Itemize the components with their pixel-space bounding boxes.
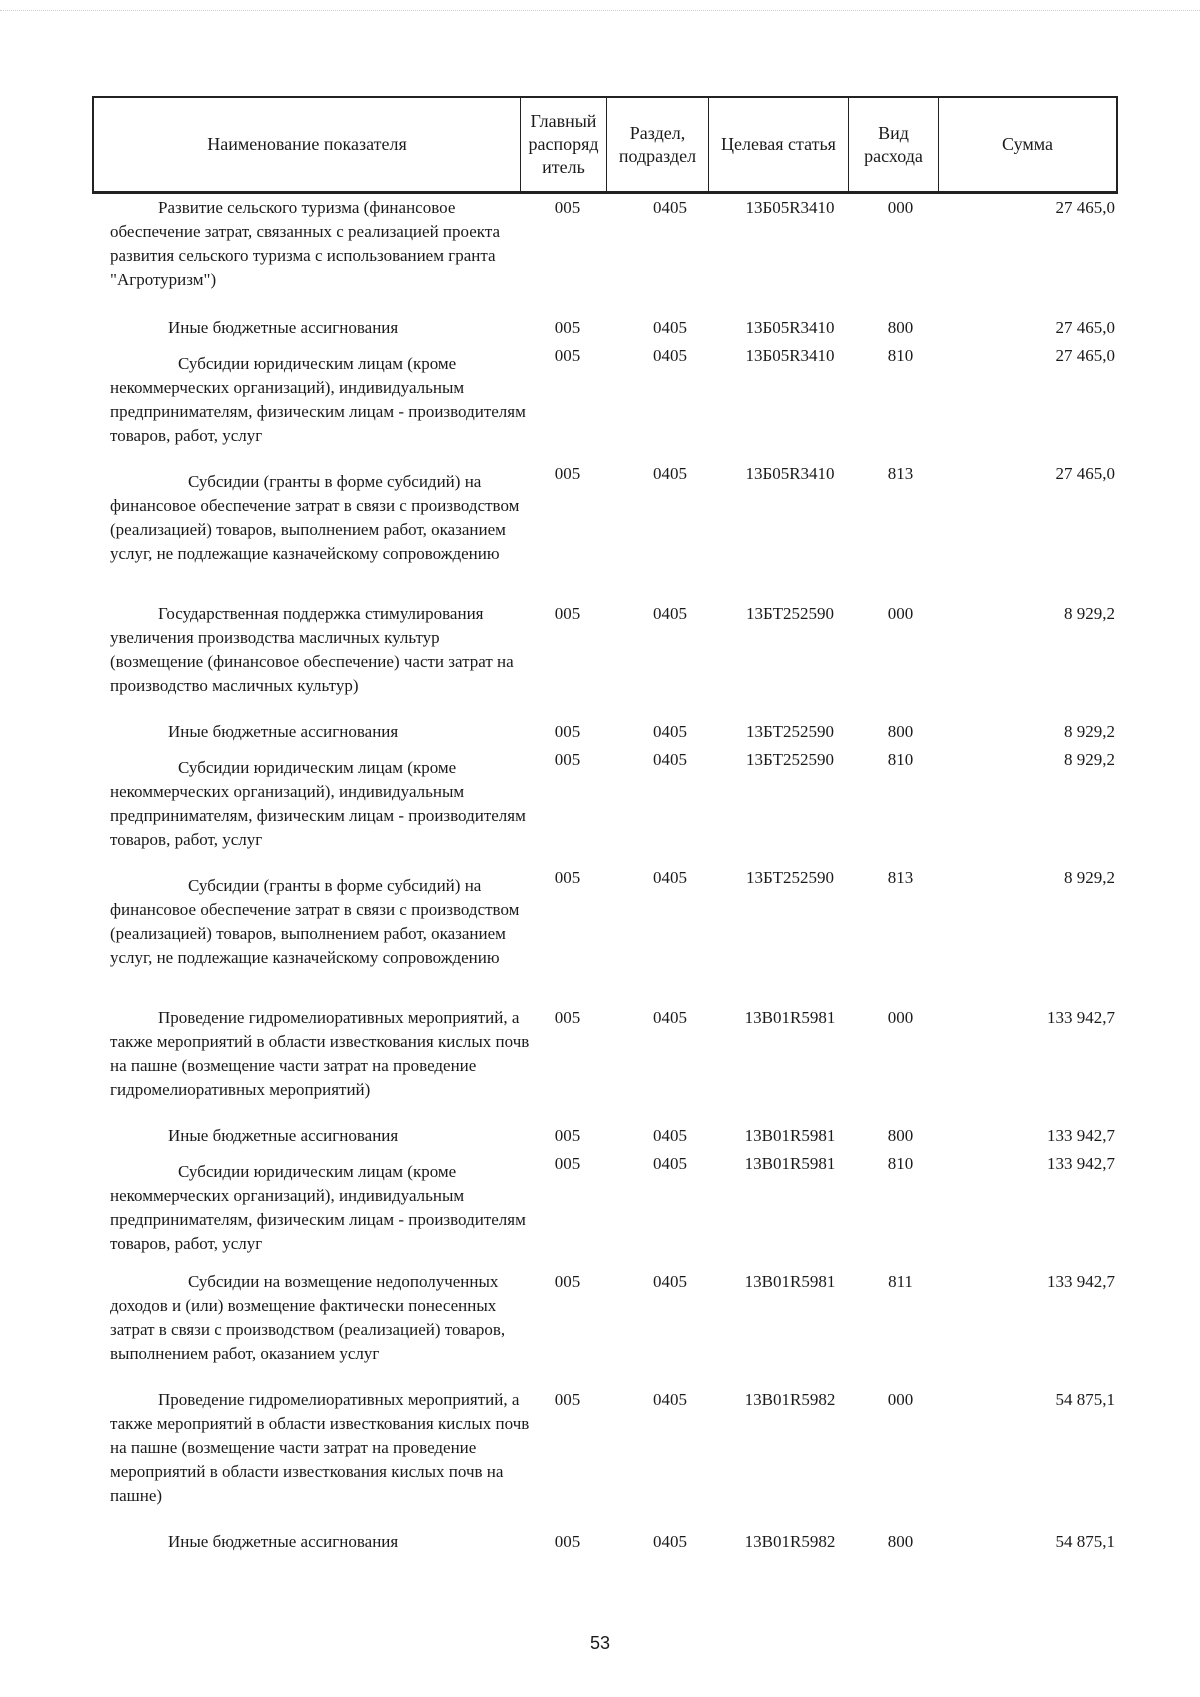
row-vid: 810 xyxy=(887,1154,914,1173)
row-summa: 133 942,7 xyxy=(1047,1008,1115,1027)
row-razdel: 0405 xyxy=(653,1008,687,1027)
row-summa: 8 929,2 xyxy=(1064,604,1115,623)
row-glavn: 005 xyxy=(554,1154,581,1173)
row-celevaya: 13БТ252590 xyxy=(746,604,834,623)
row-summa: 8 929,2 xyxy=(1064,868,1115,887)
row-vid: 800 xyxy=(887,722,914,741)
row-name: Субсидии (гранты в форме субсидий) на финансовое обеспечение затрат в связи с производством (реализацией) товаров, выполнением работ, оказанием услуг, не подлежащие казначейскому сопровождению xyxy=(110,472,520,563)
row-glavn: 005 xyxy=(554,722,581,741)
row-glavn: 005 xyxy=(554,346,581,365)
row-celevaya: 13Б05R3410 xyxy=(745,346,835,365)
row-name: Субсидии юридическим лицам (кроме некоммерческих организаций), индивидуальным предпринимателям, физическим лицам - производителям товаров, работ, услуг xyxy=(110,354,526,445)
row-name: Иные бюджетные ассигнования xyxy=(168,1126,399,1145)
row-glavn: 005 xyxy=(554,1008,581,1027)
row-summa: 27 465,0 xyxy=(1055,464,1115,483)
row-celevaya: 13В01R5982 xyxy=(744,1390,836,1409)
row-name: Субсидии юридическим лицам (кроме некоммерческих организаций), индивидуальным предпринимателям, физическим лицам - производителям товаров, работ, услуг xyxy=(110,758,526,849)
row-glavn: 005 xyxy=(554,1126,581,1145)
row-celevaya: 13БТ252590 xyxy=(746,868,834,887)
row-name: Иные бюджетные ассигнования xyxy=(168,1532,399,1551)
row-glavn: 005 xyxy=(554,604,581,623)
row-celevaya: 13Б05R3410 xyxy=(745,318,835,337)
row-vid: 800 xyxy=(887,1126,914,1145)
header-razdel: Раздел, подраздел xyxy=(606,98,708,191)
row-vid: 000 xyxy=(887,1008,914,1027)
row-vid: 800 xyxy=(887,1532,914,1551)
row-celevaya: 13БТ252590 xyxy=(746,750,834,769)
header-name: Наименование показателя xyxy=(207,134,407,154)
row-summa: 54 875,1 xyxy=(1055,1390,1115,1409)
row-glavn: 005 xyxy=(554,198,581,217)
row-summa: 133 942,7 xyxy=(1047,1126,1115,1145)
row-glavn: 005 xyxy=(554,318,581,337)
row-vid: 000 xyxy=(887,1390,914,1409)
row-vid: 000 xyxy=(887,604,914,623)
header-summa: Сумма xyxy=(938,98,1116,191)
row-razdel: 0405 xyxy=(653,722,687,741)
row-vid: 000 xyxy=(887,198,914,217)
row-name: Субсидии на возмещение недополученных доходов и (или) возмещение фактически понесенных затрат в связи с производством (реализацией) товаров, выполнением работ, оказанием услуг xyxy=(110,1272,506,1363)
table-header xyxy=(92,96,1118,194)
row-name: Иные бюджетные ассигнования xyxy=(168,318,399,337)
row-razdel: 0405 xyxy=(653,346,687,365)
row-razdel: 0405 xyxy=(653,1154,687,1173)
row-celevaya: 13Б05R3410 xyxy=(745,198,835,217)
row-razdel: 0405 xyxy=(653,604,687,623)
row-celevaya: 13В01R5982 xyxy=(744,1532,836,1551)
row-name: Проведение гидромелиоративных мероприятий, а также мероприятий в области известкования кислых почв на пашне (возмещение части затрат на проведение гидромелиоративных мероприятий) xyxy=(110,1008,530,1099)
row-vid: 800 xyxy=(887,318,914,337)
row-celevaya: 13В01R5981 xyxy=(744,1126,836,1145)
page-number: 53 xyxy=(589,1633,611,1653)
row-celevaya: 13В01R5981 xyxy=(744,1008,836,1027)
row-vid: 810 xyxy=(887,750,914,769)
row-glavn: 005 xyxy=(554,464,581,483)
row-glavn: 005 xyxy=(554,1532,581,1551)
row-name: Субсидии (гранты в форме субсидий) на финансовое обеспечение затрат в связи с производством (реализацией) товаров, выполнением работ, оказанием услуг, не подлежащие казначейскому сопровождению xyxy=(110,876,520,967)
row-razdel: 0405 xyxy=(653,464,687,483)
row-name: Государственная поддержка стимулирования увеличения производства масличных культур (возмещение (финансовое обеспечение) части затрат на производство масличных культур) xyxy=(110,604,514,695)
row-razdel: 0405 xyxy=(653,1272,687,1291)
row-vid: 813 xyxy=(887,464,914,483)
row-glavn: 005 xyxy=(554,868,581,887)
header-vid: Вид расхода xyxy=(848,98,938,191)
row-celevaya: 13В01R5981 xyxy=(744,1154,836,1173)
row-glavn: 005 xyxy=(554,750,581,769)
row-summa: 8 929,2 xyxy=(1064,750,1115,769)
header-celevaya: Целевая статья xyxy=(708,98,848,191)
row-summa: 133 942,7 xyxy=(1047,1272,1115,1291)
row-summa: 27 465,0 xyxy=(1055,346,1115,365)
row-razdel: 0405 xyxy=(653,198,687,217)
row-name: Развитие сельского туризма (финансовое обеспечение затрат, связанных с реализацией проекта развития сельского туризма с использованием гранта "Агротуризм") xyxy=(110,198,500,289)
row-razdel: 0405 xyxy=(653,750,687,769)
row-summa: 8 929,2 xyxy=(1064,722,1115,741)
row-glavn: 005 xyxy=(554,1390,581,1409)
row-razdel: 0405 xyxy=(653,1532,687,1551)
row-name: Иные бюджетные ассигнования xyxy=(168,722,399,741)
row-celevaya: 13БТ252590 xyxy=(746,722,834,741)
row-razdel: 0405 xyxy=(653,868,687,887)
row-summa: 27 465,0 xyxy=(1055,198,1115,217)
row-celevaya: 13Б05R3410 xyxy=(745,464,835,483)
row-vid: 810 xyxy=(887,346,914,365)
row-summa: 133 942,7 xyxy=(1047,1154,1115,1173)
row-razdel: 0405 xyxy=(653,1390,687,1409)
header-glavn: Главный распоряд итель xyxy=(520,98,606,191)
row-summa: 27 465,0 xyxy=(1055,318,1115,337)
row-vid: 811 xyxy=(888,1272,913,1291)
row-celevaya: 13В01R5981 xyxy=(744,1272,836,1291)
row-name: Проведение гидромелиоративных мероприятий, а также мероприятий в области известкования кислых почв на пашне (возмещение части затрат на проведение мероприятий в области известкования кислых почв на пашне) xyxy=(110,1390,530,1505)
row-razdel: 0405 xyxy=(653,318,687,337)
row-summa: 54 875,1 xyxy=(1055,1532,1115,1551)
row-glavn: 005 xyxy=(554,1272,581,1291)
row-razdel: 0405 xyxy=(653,1126,687,1145)
row-name: Субсидии юридическим лицам (кроме некоммерческих организаций), индивидуальным предпринимателям, физическим лицам - производителям товаров, работ, услуг xyxy=(110,1162,526,1253)
scan-edge-line xyxy=(0,10,1200,11)
row-vid: 813 xyxy=(887,868,914,887)
